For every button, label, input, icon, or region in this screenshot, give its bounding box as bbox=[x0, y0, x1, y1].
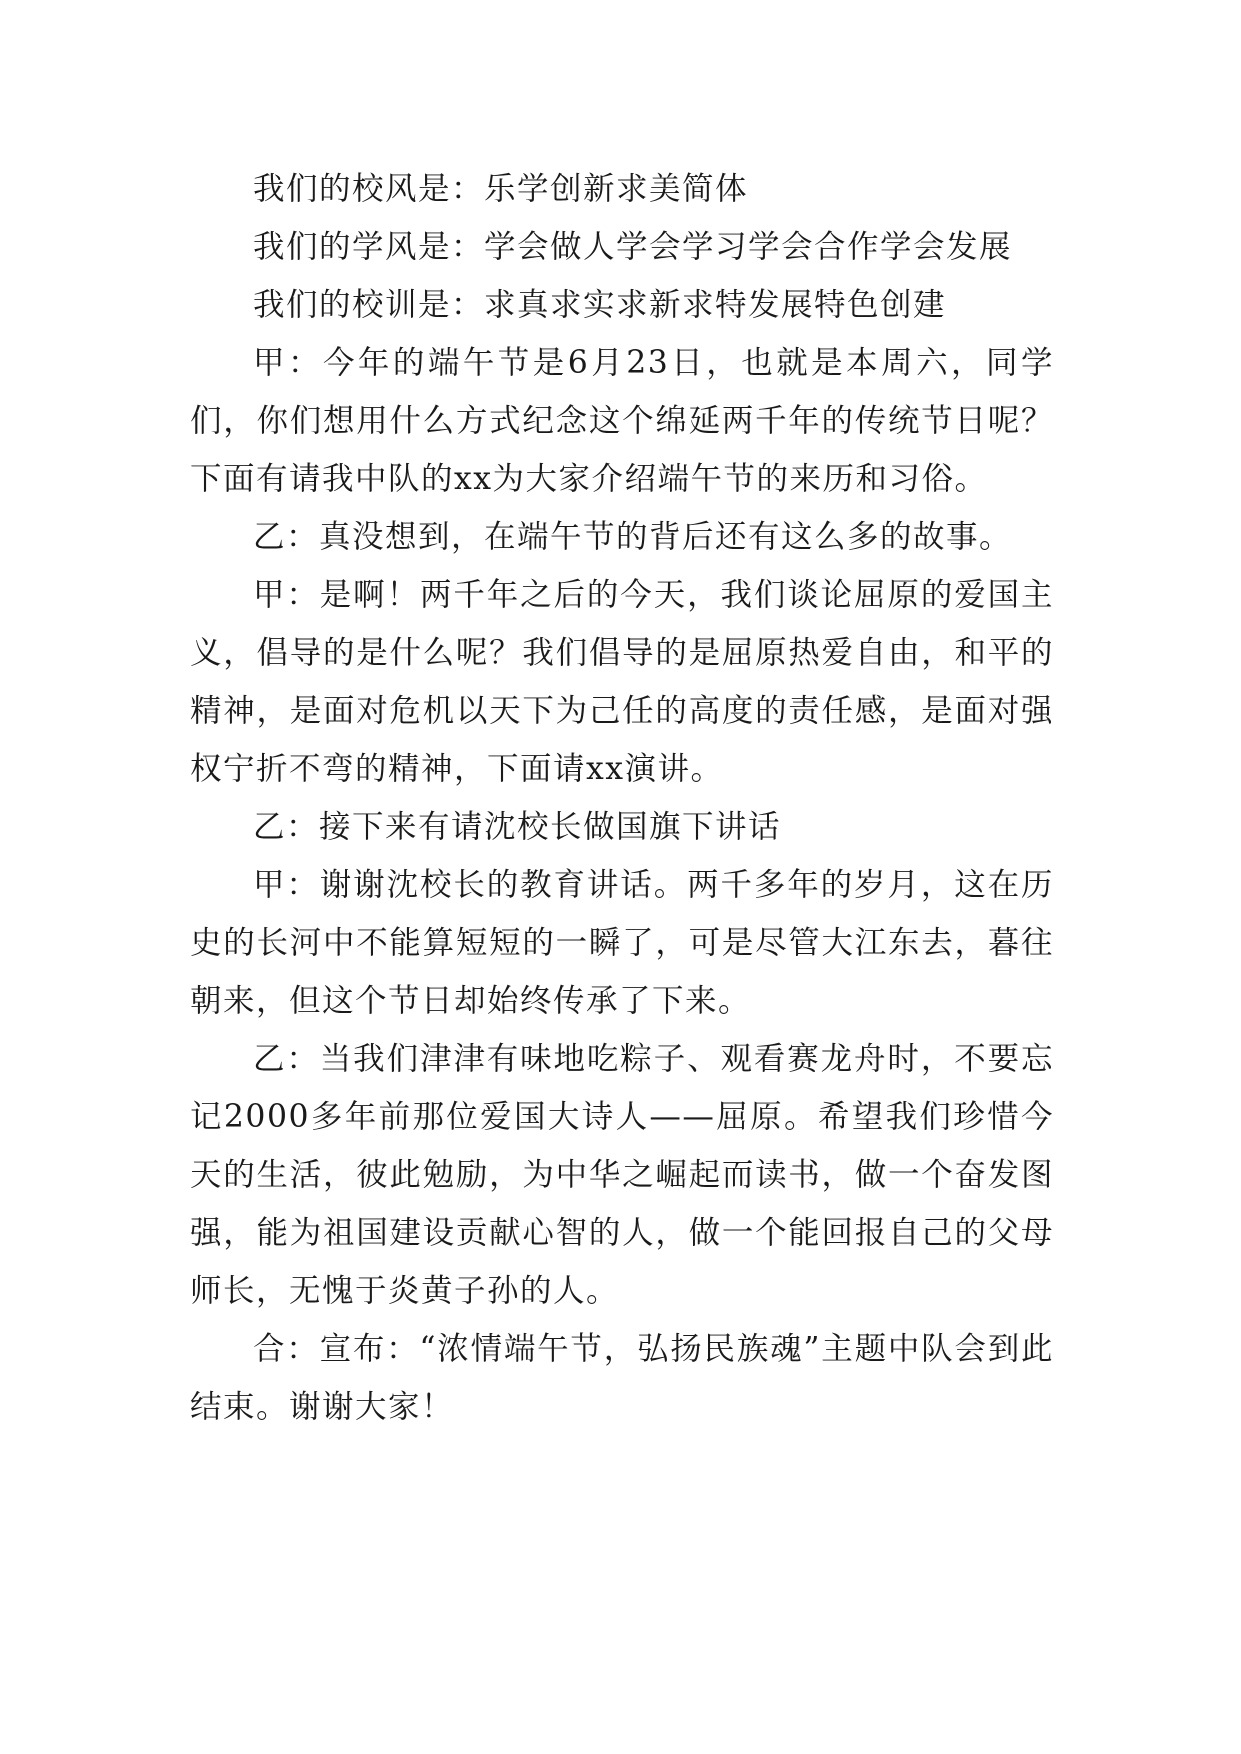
paragraph-jia-thanks: 甲：谢谢沈校长的教育讲话。两千多年的岁月，这在历史的长河中不能算短短的一瞬了，可是尽管大江东去，暮往朝来，但这个节日却始终传承了下来。 bbox=[190, 867, 1054, 1019]
paragraph-jia-intro: 甲：今年的端午节是6月23日，也就是本周六，同学们，你们想用什么方式纪念这个绵延两千年的传统节日呢？下面有请我中队的xx为大家介绍端午节的来历和习俗。 bbox=[190, 345, 1054, 497]
paragraph-jia-patriotism: 甲：是啊！两千年之后的今天，我们谈论屈原的爱国主义，倡导的是什么呢？我们倡导的是屈原热爱自由，和平的精神，是面对危机以天下为己任的高度的责任感，是面对强权宁折不弯的精神，下面请xx演讲。 bbox=[190, 577, 1054, 787]
paragraph-school-motto: 我们的校训是：求真求实求新求特发展特色创建 bbox=[253, 287, 947, 323]
paragraph-school-style: 我们的校风是：乐学创新求美简体 bbox=[253, 171, 749, 207]
paragraph-yi-qu-yuan: 乙：当我们津津有味地吃粽子、观看赛龙舟时，不要忘记2000多年前那位爱国大诗人——屈原。希望我们珍惜今天的生活，彼此勉励，为中华之崛起而读书，做一个奋发图强，能为祖国建设贡献心智的人，做一个能回报自己的父母师长，无愧于炎黄子孙的人。 bbox=[190, 1041, 1054, 1309]
paragraph-yi-principal: 乙：接下来有请沈校长做国旗下讲话 bbox=[253, 809, 782, 845]
document-page bbox=[190, 160, 1054, 1436]
paragraph-yi-story: 乙：真没想到，在端午节的背后还有这么多的故事。 bbox=[253, 519, 1013, 555]
paragraph-closing: 合：宣布：“浓情端午节，弘扬民族魂”主题中队会到此结束。谢谢大家！ bbox=[190, 1331, 1054, 1425]
paragraph-study-style: 我们的学风是：学会做人学会学习学会合作学会发展 bbox=[253, 229, 1013, 265]
